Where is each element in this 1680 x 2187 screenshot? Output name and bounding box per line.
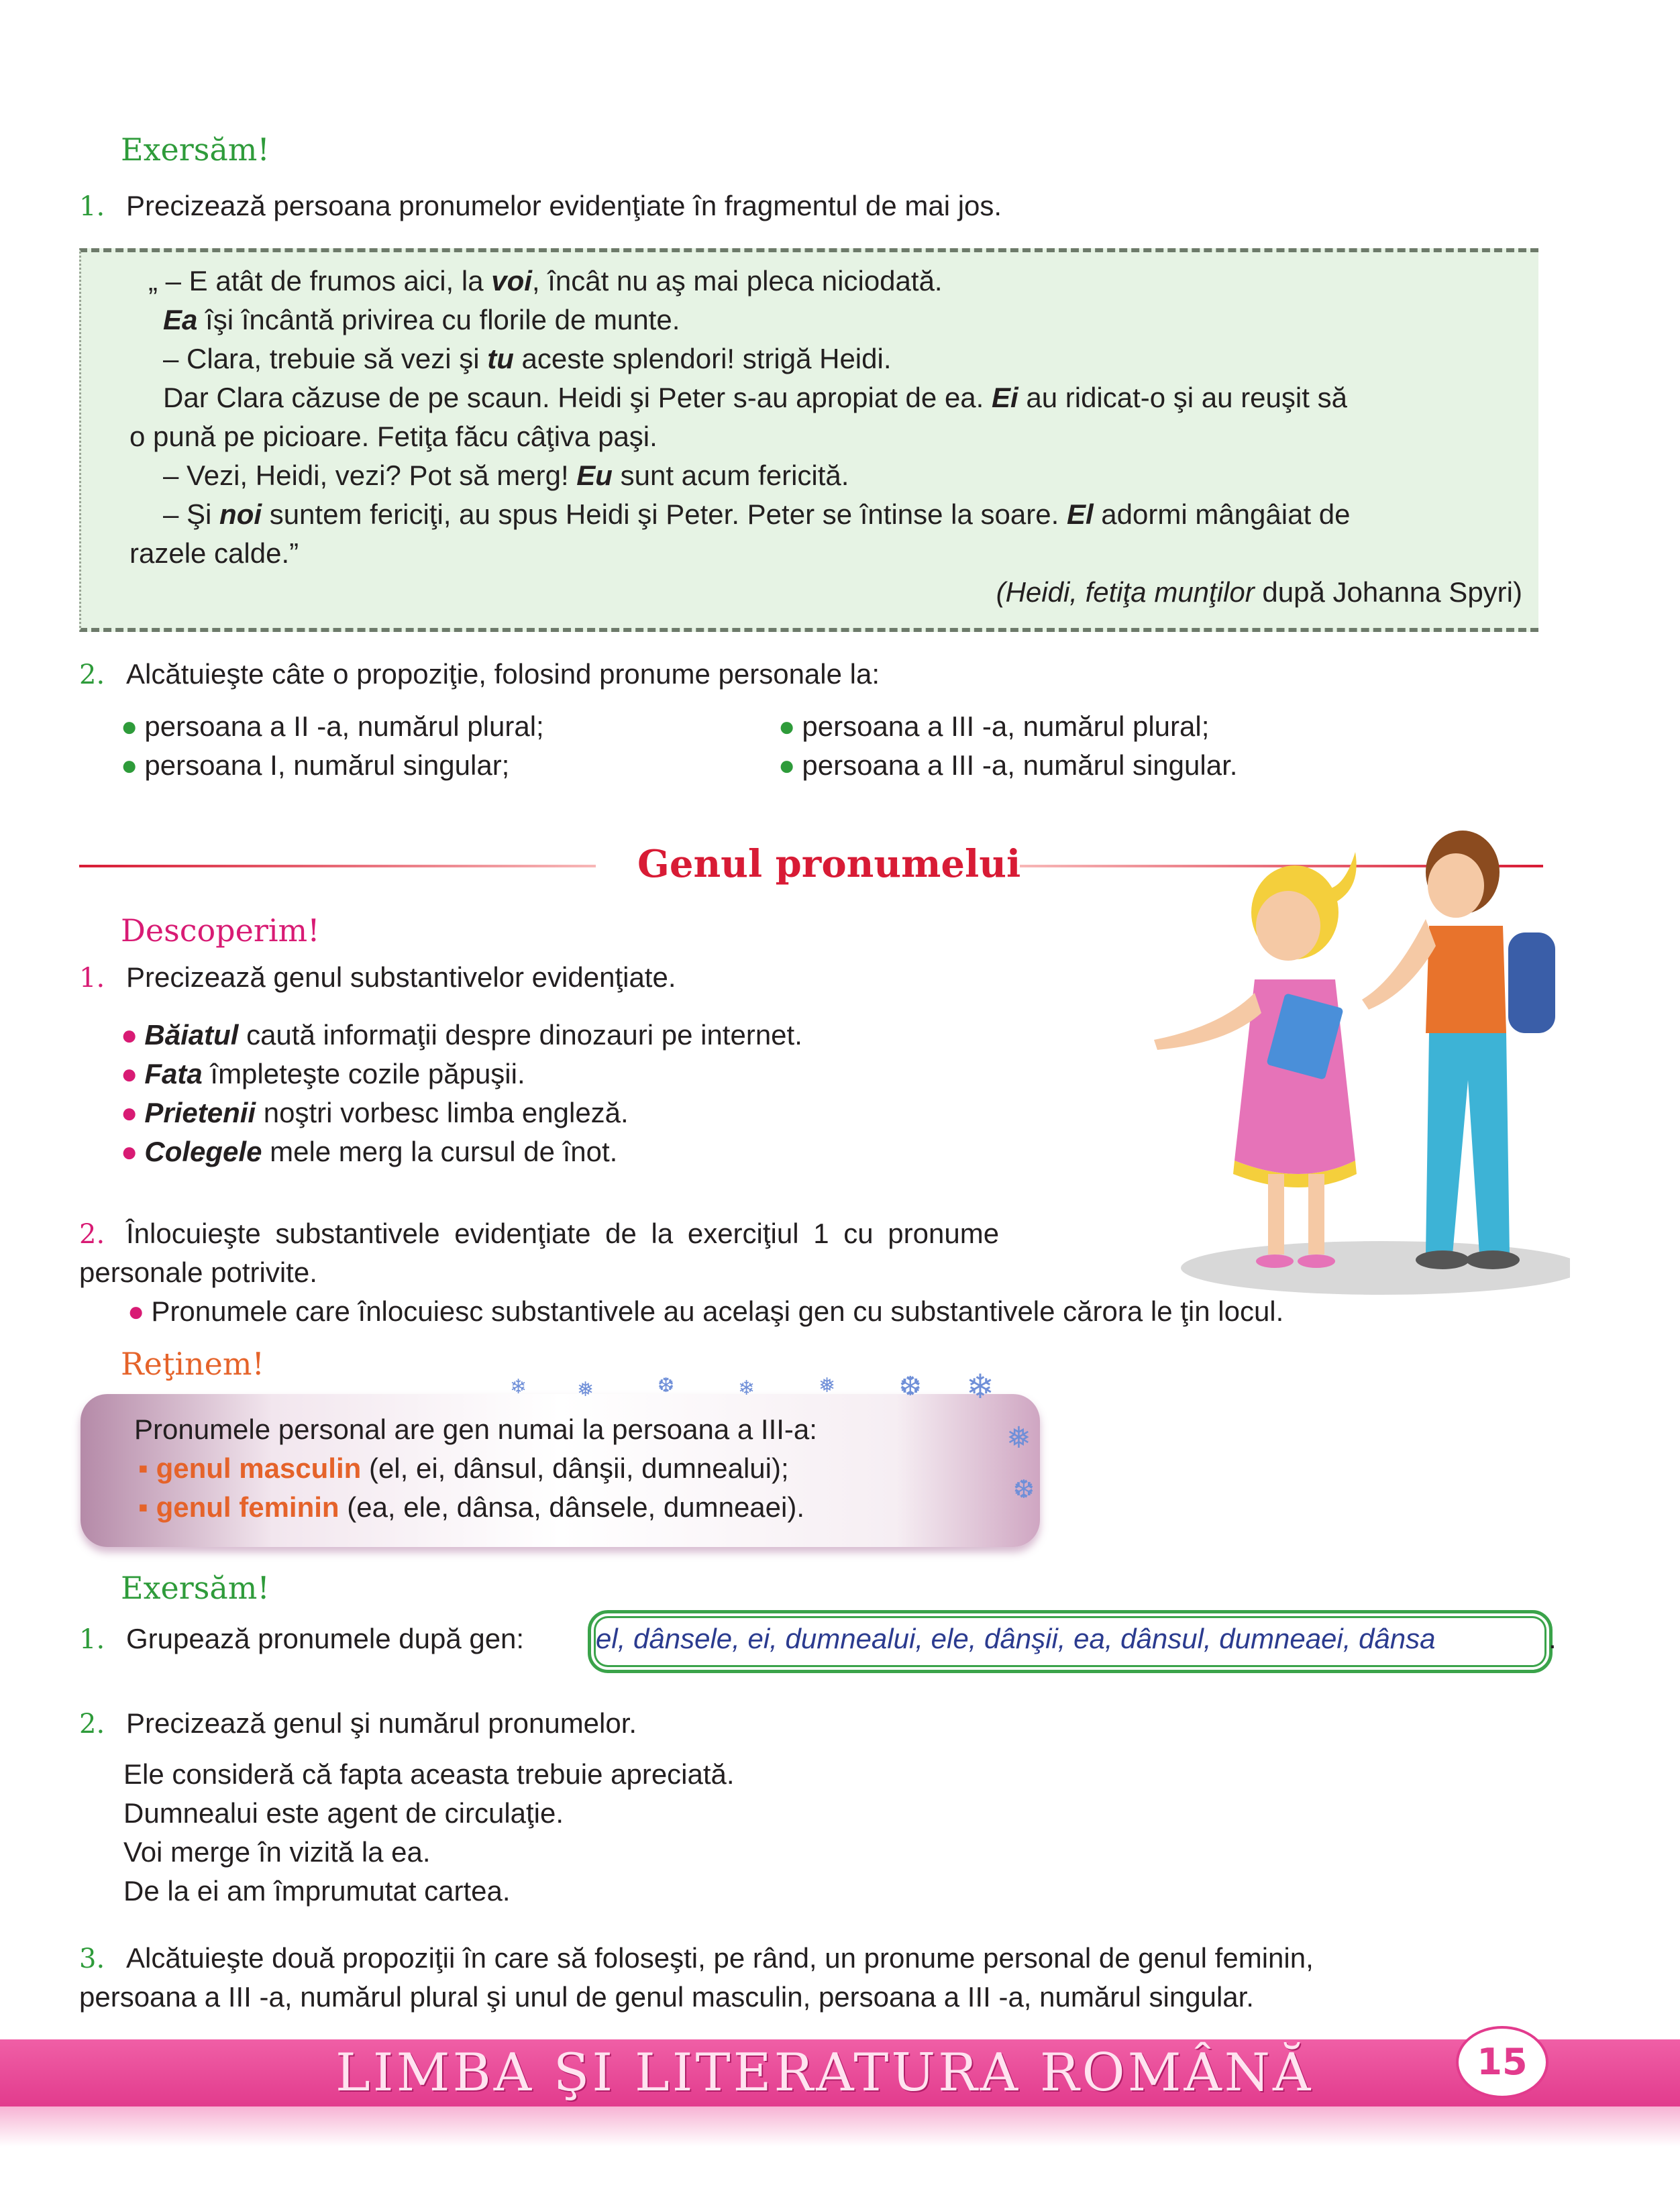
sentence-line: De la ei am împrumutat cartea. — [123, 1875, 511, 1907]
title-rule-left — [79, 865, 596, 867]
sentence-line: Voi merge în vizită la ea. — [123, 1836, 431, 1868]
exercise-1-prompt — [79, 186, 1002, 226]
exercise-text: Precizează persoana pronumelor evidenţiate în fragmentul de mai jos. — [126, 190, 1002, 221]
exersam2-question-1: 1. Grupează pronumele după gen: — [79, 1623, 525, 1655]
excerpt-line: – Şi noi suntem fericiţi, au spus Heidi şi Peter. Peter se întinse la soare. El adormi mângâiat de — [163, 498, 1351, 530]
exercise-text: Alcătuieşte câte o propoziţie, folosind pronume personale la: — [126, 658, 880, 690]
excerpt-line: – Clara, trebuie să vezi şi tu aceste splendori! strigă Heidi. — [163, 343, 892, 374]
list-item: ● Colegele mele merg la cursul de înot. — [121, 1136, 618, 1167]
lesson-title: Genul pronumelui — [637, 842, 1021, 886]
rule-masculine: ▪ genul masculin (el, ei, dânsul, dânşii, dumnealui); — [138, 1452, 789, 1484]
footer-shadow — [0, 2106, 1680, 2147]
rule-feminine: ▪ genul feminin (ea, ele, dânsa, dânsele, dumneaei). — [138, 1491, 805, 1523]
page-number: 15 — [1456, 2026, 1548, 2098]
sentence-line: Dumnealui este agent de circulaţie. — [123, 1797, 564, 1829]
exersam2-question-2: 2. Precizează genul şi numărul pronumelor. — [79, 1707, 637, 1740]
excerpt-line: – Vezi, Heidi, vezi? Pot să merg! Eu sunt acum fericită. — [163, 460, 849, 491]
excerpt-line: „ – E atât de frumos aici, la voi, încât nu aş mai pleca niciodată. — [148, 265, 943, 297]
girl-figure — [1154, 852, 1357, 1268]
exercise-number: 1. — [79, 191, 105, 222]
children-illustration — [1141, 812, 1570, 1295]
descoperim-question-2: 2. Înlocuieşte substantivele evidenţiate de la exerciţiul 1 cu pronume — [79, 1218, 1000, 1250]
exercise-2-prompt — [79, 655, 880, 694]
section-heading-exersam: Exersăm! — [121, 131, 270, 168]
pronoun-words: el, dânsele, ei, dumnealui, ele, dânşii, ea, dânsul, dumneaei, dânsa — [596, 1623, 1436, 1654]
excerpt-line: o pună pe picioare. Fetiţa făcu câţiva paşi. — [129, 421, 658, 452]
exersam2-question-3: 3. Alcătuieşte două propoziţii în care să foloseşti, pe rând, un pronume personal de genul feminin, — [79, 1942, 1314, 1974]
list-item: ● persoana a III -a, numărul singular. — [778, 749, 1238, 781]
section-heading-exersam-2: Exersăm! — [121, 1570, 270, 1606]
excerpt-source: (Heidi, fetiţa munţilor după Johanna Spyri) — [996, 576, 1522, 608]
section-heading-descoperim: Descoperim! — [121, 912, 320, 949]
list-item: ● Fata împleteşte cozile păpuşii. — [121, 1058, 525, 1089]
list-item: ● persoana I, numărul singular; — [121, 749, 510, 781]
descoperim-question-1: 1. Precizează genul substantivelor evidenţiate. — [79, 961, 676, 994]
footer-subject-title: LIMBA ŞI LITERATURA ROMÂNĂ — [335, 2043, 1314, 2103]
list-item: ● Prietenii noştri vorbesc limba engleză. — [121, 1097, 629, 1128]
rule-box: ❄ ❅ ❆ ❄ ❅ ❆ ❄ ❅ ❆ Pronumele personal are gen numai la persoana a III-a: ▪ genul masculin (el, ei, dânsul, dânşii, dumnealui); ▪ genul feminin (ea, ele, dânsa, dânsele, dumneaei). — [81, 1394, 1040, 1547]
sentence-line: Ele consideră că fapta aceasta trebuie apreciată. — [123, 1758, 735, 1790]
period: . — [1548, 1623, 1557, 1654]
note-item: ● Pronumele care înlocuiesc substantivele au acelaşi gen cu substantivele cărora le ţin locul. — [127, 1295, 1284, 1327]
excerpt-line: Dar Clara căzuse de pe scaun. Heidi şi Peter s-au apropiat de ea. Ei au ridicat-o şi au reuşit să — [163, 382, 1347, 413]
section-heading-retinem: Reţinem! — [121, 1346, 265, 1382]
exersam2-question-3-cont: persoana a III -a, numărul plural şi unul de genul masculin, persoana a III -a, numărul singular. — [79, 1981, 1254, 2013]
boy-figure — [1362, 831, 1555, 1269]
list-item: ● persoana a III -a, numărul plural; — [778, 710, 1210, 742]
excerpt-line: Ea îşi încântă privirea cu florile de munte. — [163, 304, 680, 335]
excerpt-line: razele calde.” — [129, 537, 299, 569]
exercise-number: 2. — [79, 659, 105, 690]
list-item: ● Băiatul caută informaţii despre dinozauri pe internet. — [121, 1019, 802, 1051]
excerpt-box — [79, 248, 1538, 632]
descoperim-question-2-cont: personale potrivite. — [79, 1257, 317, 1288]
rule-intro: Pronumele personal are gen numai la persoana a III-a: — [134, 1413, 817, 1445]
list-item: ● persoana a II -a, numărul plural; — [121, 710, 544, 742]
